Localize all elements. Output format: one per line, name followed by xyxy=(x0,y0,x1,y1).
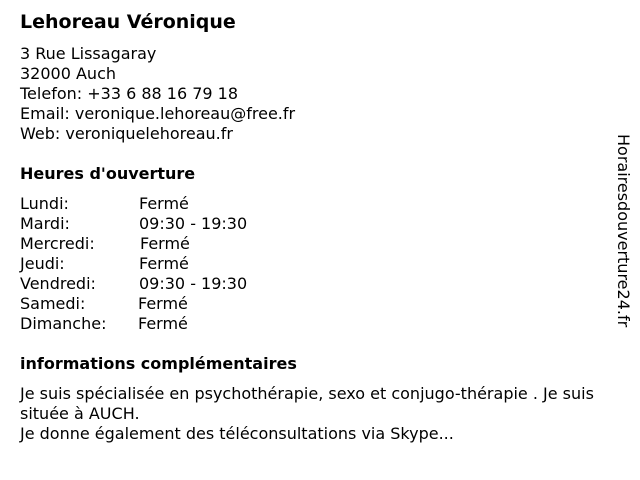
info-heading: informations complémentaires xyxy=(20,354,297,373)
day-time: Fermé xyxy=(138,314,188,333)
day-label: Dimanche: xyxy=(20,314,107,333)
day-time: Fermé xyxy=(138,294,188,313)
day-label: Samedi: xyxy=(20,294,86,313)
website-link[interactable]: Web: veroniquelehoreau.fr xyxy=(20,124,233,143)
day-label: Jeudi: xyxy=(20,254,65,273)
day-label: Mardi: xyxy=(20,214,70,233)
info-paragraph-2: Je donne également des téléconsultations via Skype... xyxy=(20,424,454,443)
site-watermark: Horairesdouverture24.fr xyxy=(614,134,633,328)
city-address: 32000 Auch xyxy=(20,64,117,83)
day-label: Lundi: xyxy=(20,194,69,213)
business-name: Lehoreau Véronique xyxy=(20,11,236,33)
day-time: Fermé xyxy=(140,234,190,253)
day-time: 09:30 - 19:30 xyxy=(139,274,248,293)
phone-number[interactable]: Telefon: +33 6 88 16 79 18 xyxy=(20,84,239,103)
day-time: Fermé xyxy=(139,194,189,213)
info-text xyxy=(20,384,630,444)
contact-block xyxy=(20,44,295,144)
day-label: Vendredi: xyxy=(20,274,96,293)
day-label: Mercredi: xyxy=(20,234,95,253)
day-time: Fermé xyxy=(139,254,189,273)
hours-heading: Heures d'ouverture xyxy=(20,164,196,183)
info-paragraph-1: Je suis spécialisée en psychothérapie, sexo et conjugo-thérapie . Je suis située à AUCH. xyxy=(20,384,594,423)
street-address: 3 Rue Lissagaray xyxy=(20,44,157,63)
day-time: 09:30 - 19:30 xyxy=(139,214,248,233)
email-address[interactable]: Email: veronique.lehoreau@free.fr xyxy=(20,104,296,123)
